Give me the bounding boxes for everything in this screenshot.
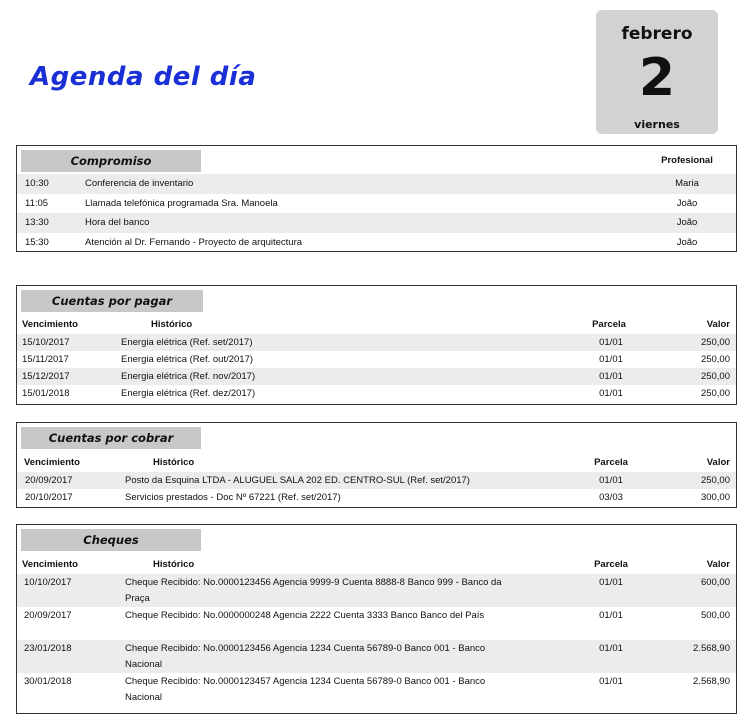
compromiso-profesional: João [676,197,698,209]
cobrar-row [17,472,736,489]
pagar-row [17,368,736,385]
pagar-title: Cuentas por pagar [21,290,203,312]
pagar-valor: 250,00 [700,371,730,382]
compromiso-time: 10:30 [25,178,49,189]
cheques-row [17,640,736,673]
cobrar-vencimiento: 20/10/2017 [25,492,73,503]
compromisos-section [16,145,737,252]
compromiso-row [17,233,736,253]
cheques-header-vencimiento: Vencimiento [22,559,78,570]
cobrar-valor: 300,00 [700,492,730,503]
pagar-header-parcela: Parcela [592,319,626,330]
pagar-vencimiento: 15/01/2018 [22,388,70,399]
pagar-historico: Energia elétrica (Ref. set/2017) [121,337,253,348]
date-weekday: viernes [634,118,680,131]
compromiso-row [17,213,736,233]
cobrar-header-valor: Valor [706,457,730,468]
cheques-historico: Cheque Recibido: No.0000123456 Agencia 1234 Cuenta 56789-0 Banco 001 - Banco Nacional [125,643,486,670]
cheques-historico: Cheque Recibido: No.0000123456 Agencia 9999-9 Cuenta 8888-8 Banco 999 - Banco da Praça [125,577,502,604]
cheques-valor: 600,00 [700,577,730,588]
compromiso-desc: Atención al Dr. Fernando - Proyecto de arquitectura [85,236,303,248]
compromiso-desc: Llamada telefónica programada Sra. Manoela [85,197,278,209]
pagar-parcela: 01/01 [599,388,623,399]
cheques-vencimiento: 30/01/2018 [24,676,72,687]
pagar-vencimiento: 15/10/2017 [22,337,70,348]
cobrar-historico: Servicios prestados - Doc Nº 67221 (Ref. set/2017) [125,492,341,503]
compromiso-time: 13:30 [25,217,49,228]
date-day: 2 [638,48,676,108]
cobrar-parcela: 01/01 [599,475,623,486]
compromiso-desc: Conferencia de inventario [85,178,194,189]
cobrar-row [17,489,736,506]
cheques-header-parcela: Parcela [594,559,628,570]
cheques-row [17,574,736,607]
cheques-vencimiento: 20/09/2017 [24,610,72,621]
cheques-section [16,524,737,714]
cheques-vencimiento: 10/10/2017 [24,577,72,588]
cheques-parcela: 01/01 [599,577,623,588]
compromisos-title: Compromiso [21,150,201,172]
pagar-historico: Energia elétrica (Ref. nov/2017) [121,371,256,382]
compromiso-row [17,194,736,214]
pagar-vencimiento: 15/11/2017 [22,354,69,365]
cheques-row [17,673,736,706]
compromiso-profesional: João [676,236,698,248]
compromiso-time: 15:30 [25,236,49,248]
cobrar-header-vencimiento: Vencimiento [24,457,80,468]
cheques-parcela: 01/01 [599,643,623,654]
cobrar-historico: Posto da Esquina LTDA - ALUGUEL SALA 202 ED. CENTRO-SUL (Ref. set/2017) [125,475,470,486]
pagar-header-vencimiento: Vencimiento [22,319,78,330]
pagar-historico: Energia elétrica (Ref. out/2017) [121,354,254,365]
pagar-section [16,285,737,405]
pagar-valor: 250,00 [700,354,730,365]
pagar-row [17,334,736,351]
pagar-row [17,351,736,368]
page-title: Agenda del día [30,62,257,92]
compromiso-desc: Hora del banco [85,217,150,228]
cheques-historico: Cheque Recibido: No.0000123457 Agencia 1234 Cuenta 56789-0 Banco 001 - Banco Nacional [125,676,486,703]
cheques-parcela: 01/01 [599,676,623,687]
compromiso-profesional: João [676,217,698,228]
compromiso-profesional: Maria [675,178,699,189]
pagar-parcela: 01/01 [599,354,623,365]
cobrar-parcela: 03/03 [599,492,623,503]
cheques-header-historico: Histórico [153,559,195,570]
cobrar-valor: 250,00 [700,475,730,486]
cobrar-title: Cuentas por cobrar [21,427,201,449]
cobrar-header-parcela: Parcela [594,457,628,468]
cheques-parcela: 01/01 [599,610,623,621]
pagar-row [17,385,736,402]
compromiso-row [17,174,736,194]
pagar-header-valor: Valor [706,319,730,330]
cheques-header-valor: Valor [706,559,730,570]
pagar-vencimiento: 15/12/2017 [22,371,70,382]
cobrar-section [16,422,737,508]
pagar-historico: Energia elétrica (Ref. dez/2017) [121,388,256,399]
date-month: febrero [621,24,693,44]
pagar-header-historico: Histórico [151,319,193,330]
pagar-valor: 250,00 [700,388,730,399]
cheques-vencimiento: 23/01/2018 [24,643,72,654]
cheques-historico: Cheque Recibido: No.0000000248 Agencia 2222 Cuenta 3333 Banco Banco del País [125,610,485,621]
date-box [596,10,718,134]
cobrar-vencimiento: 20/09/2017 [25,475,73,486]
pagar-parcela: 01/01 [599,371,623,382]
pagar-valor: 250,00 [700,337,730,348]
compromisos-header-profesional: Profesional [661,155,713,166]
pagar-parcela: 01/01 [599,337,623,348]
cheques-title: Cheques [21,529,201,551]
cheques-row [17,607,736,640]
cheques-valor: 2.568,90 [693,643,730,654]
cheques-valor: 2.568,90 [693,676,730,687]
cobrar-header-historico: Histórico [153,457,195,468]
compromiso-time: 11:05 [25,197,49,209]
cheques-valor: 500,00 [700,610,730,621]
